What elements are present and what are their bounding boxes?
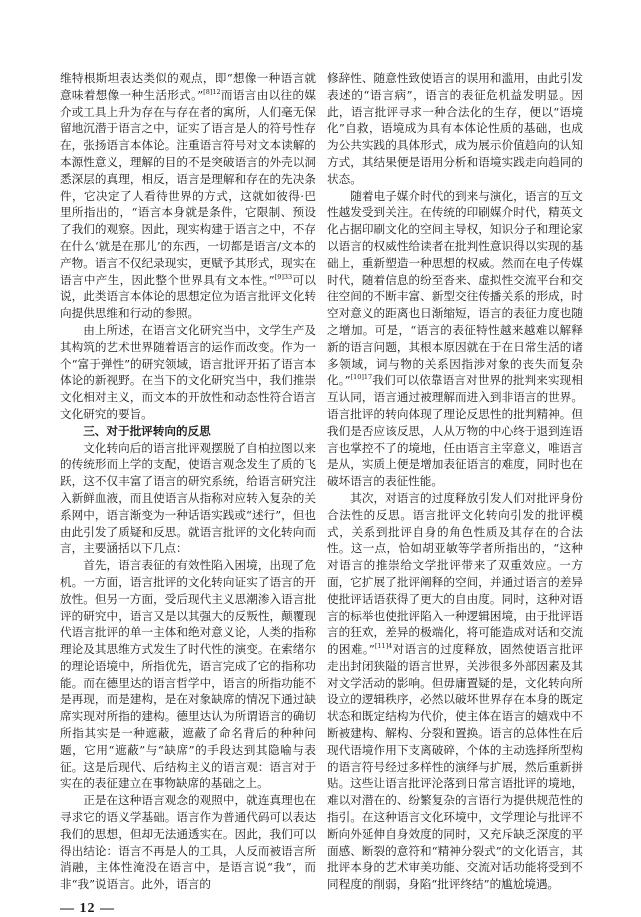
- citation-ref: [11]4: [374, 642, 393, 651]
- paragraph: [60, 70, 316, 322]
- text-run: 我们可以依靠语言对世界的批判来实现相互认同，语言通过被理解而进入到非语言的世界。语言批评的转向体现了理论反思性的批判精神。但我们是否应该反思，人从万物的中心终于退到连语言也掌控不了的境地，任由语言主宰意义，唯语言是从，实质上便是增加表征语言的难度，同时也在破坏语言的表征性能。: [327, 373, 583, 489]
- text-run: 正是在这种语言观念的观照中，就连真理也在寻求它的语义学基础。语言作为普通代码可以表达我们的思想，但却无法通透实在。因此，我们可以得出结论：语言不再是人的工具，人反而被语言所消融，主体性淹没在语言中，是语言说“我”，而非“我”说语言。此外，语言的: [60, 793, 316, 892]
- text-run: 而语言由以往的媒介或工具上升为存在与存在者的寓所，人们毫无保留地沉潜于语言之中，证实了语言是人的符号性存在，张扬语言本体论。注重语言符号对文本读解的本源性意义，理解的目的不是突破语言的外壳以洞悉深层的真理，相反，语言是理解和存在的先决条件，它决定了人看待世界的方式，这就如彼得·巴里所指出的，“语言本身就是条件，它限制、预设了我们的观察。因此，现实构建于语言之中，不存在什么‘就是在那儿’的东西，一切都是语言/文本的产物。语言不仅纪录现实，更赋予其形式，现实在语言中产生，因此整个世界具有文本性。”: [60, 87, 316, 287]
- text-run: 三、对于批评转向的反思: [83, 423, 211, 438]
- section-heading: [60, 423, 316, 440]
- text-run: 可以说，此类语言本体论的思想定位为语言批评文化转向提供思维和行动的参照。: [60, 272, 316, 321]
- text-run: 维特根斯坦表达类似的观点，即“想像一种语言就意味着想像一种生活形式。”: [60, 71, 316, 102]
- paragraph: [60, 557, 316, 792]
- page-number: — 12 —: [60, 901, 115, 917]
- text-run: 文化转向后的语言批评观摆脱了自柏拉图以来的传统形而上学的支配，使语言观念发生了质的飞跃，这不仅丰富了语言的研究系统，给语言研究注入新鲜血液，而且使语言从指称对应转入复杂的关系网中，语言渐变为一种话语实践或“述行”，但也由此引发了质疑和反思。就语言批评的文化转向而言，主要涵括以下几点：: [60, 440, 316, 556]
- paragraph: [327, 70, 583, 188]
- left-column: [60, 70, 316, 893]
- left-column-wrapper: [60, 70, 316, 917]
- paragraph: [327, 188, 583, 490]
- text-run: 由上所述，在语言文化研究当中，文学生产及其构筑的艺术世界随着语言的运作而改变。作为一个“富于弹性”的研究领域，语言批评开拓了语言本体论的新视野。在当下的文化研究当中，我们推崇文化相对主义，而文本的开放性和动态性符合语言文化研究的要旨。: [60, 322, 316, 421]
- paragraph: [60, 440, 316, 558]
- text-run: 首先，语言表征的有效性陷入困境，出现了危机。一方面，语言批评的文化转向证实了语言的开放性。但另一方面，受后现代主义思潮渗入语言批评的研究中，语言又是以其强大的反叛性，颠覆现代语言批评的单一主体和绝对意义论，人类的指称理论及其思维方式发生了时代性的演变。在索绪尔的理论语境中，所指优先，语言完成了它的指称功能。而在德里达的语言哲学中，语言的所指功能不是再现，而是建构，是在对象缺席的情况下通过缺席实现对所指的建构。德里达认为所谓语言的确切所指其实是一种遮蔽，遮蔽了命名背后的种种问题，它用“遮蔽”与“缺席”的手段达到其隐喻与表征。这是后现代、后结构主义的语言观：语言对于实在的表征建立在事物缺席的基础之上。: [60, 558, 316, 791]
- right-column: [327, 70, 583, 893]
- text-run: 对语言的过度释放，固然使语言批评走出封闭狭隘的语言世界，关涉很多外部因素及其对文学活动的影响。但毋庸置疑的是，文化转向所设立的逻辑秩序，必然以破坏世界存在本身的既定状态和既定结构为代价，使主体在语言的嬉戏中不断被建构、解构、分裂和置换。语言的总体性在后现代语境作用下支离破碎，个体的主动选择所型构的语言符号经过多样性的演绎与扩展，然后重新拼贴。这些让语言批评沦落到日常言语批评的境地，难以对潜在的、纷繁复杂的言语行为提供规范性的指引。在这种语言文化环境中，文学理论与批评不断向外延伸自身效度的同时，又充斥缺乏深度的平面感、断裂的意符和“精神分裂式”的文化语言，其批评本身的艺术审美功能、交流对话功能将受到不同程度的削弱，身陷“批评终结”的尴尬境遇。: [327, 642, 583, 892]
- paragraph: [60, 792, 316, 893]
- text-run: 其次，对语言的过度释放引发人们对批评身份合法性的反思。语言批评文化转向引发的批评模式，关系到批评自身的角色性质及其存在的合法性。这一点，恰如胡亚敏等学者所指出的，“这种对语言的推崇给文学批评带来了双重效应。一方面，它扩展了批评阐释的空间，并通过语言的差异使批评话语获得了更大的自由度。同时，这种对语言的标举也使批评陷入一种逻辑困境，由于批评语言的狂欢，差异的极端化，将可能造成对话和交流的困难。”: [327, 490, 583, 657]
- citation-ref: [8]12: [203, 87, 221, 96]
- citation-ref: [10]17: [350, 373, 373, 382]
- citation-ref: [9]33: [274, 272, 293, 281]
- paragraph: [60, 322, 316, 423]
- paragraph: [327, 490, 583, 893]
- text-run: 随着电子媒介时代的到来与演化，语言的互文性越发受到关注。在传统的印刷媒介时代，精英文化占据印刷文化的空间主导权，知识分子和理论家以语言的权威性给读者在批判性意识得以实现的基础上，重新塑造一种思想的权威。然而在电子传媒时代，随着信息的纷至沓来、虚拟性交流平台和交往空间的不断丰富、新型交往传播关系的形成，时空对意义的距离也日渐缩短，语言的表征力度也随之增加。可是，“语言的表征特性越来越难以解释新的语言问题，其根本原因就在于在日常生活的诸多领域，词与物的关系因指涉对象的丧失而复杂化。”: [327, 188, 583, 388]
- right-column-wrapper: [327, 70, 583, 893]
- text-run: 修辞性、随意性致使语言的误用和滥用，由此引发表述的“语言病”，语言的表征危机益发明显。因此，语言批评寻求一种合法化的生存，便以“语境化”自救，语境成为具有本体论性质的基础，也成为公共实践的具体形式，成为展示价值趋向的认知方式，其结果便是语用分析和语境实践走向趋同的状态。: [327, 71, 583, 186]
